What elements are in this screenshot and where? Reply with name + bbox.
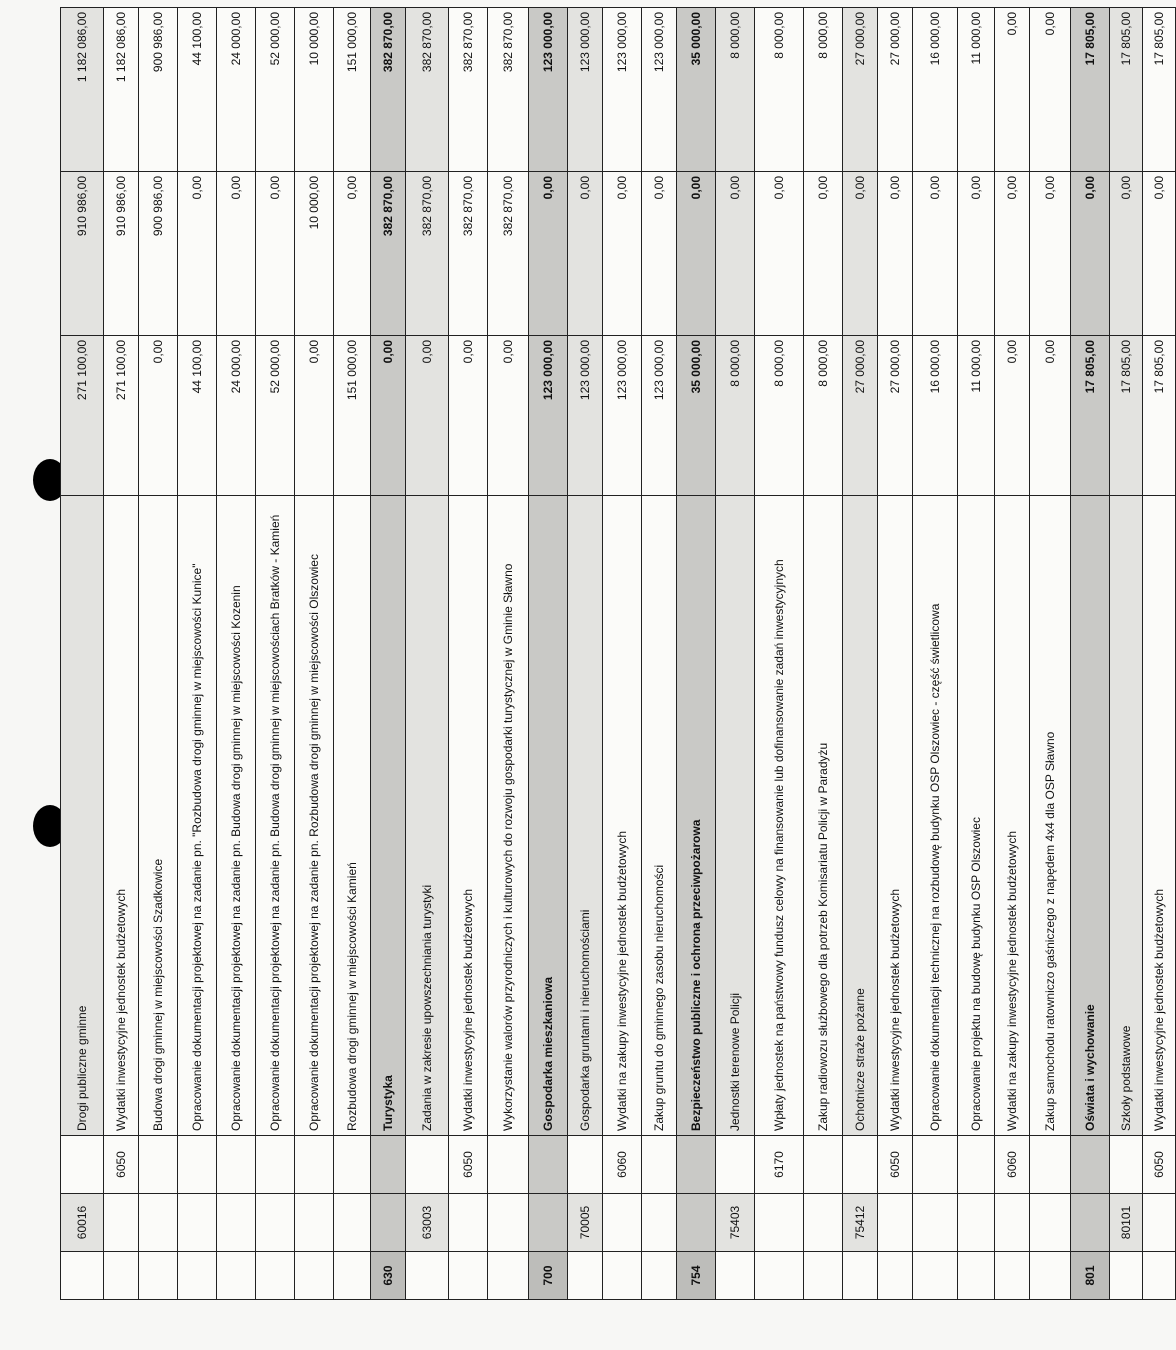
- amount-change-cell: 0,00: [529, 172, 568, 336]
- rozdzial-cell: [1030, 1194, 1071, 1252]
- dzial-cell: [755, 1252, 804, 1300]
- paragraf-cell: [61, 1136, 104, 1194]
- rozdzial-cell: [995, 1194, 1030, 1252]
- description-cell: Rozbudowa drogi gminnej w miejscowości Kamień: [334, 496, 371, 1136]
- amount-change-cell: 0,00: [1071, 172, 1110, 336]
- paragraf-cell: [334, 1136, 371, 1194]
- dzial-cell: [995, 1252, 1030, 1300]
- table-row: [371, 8, 406, 1300]
- description-cell: Gospodarka mieszkaniowa: [529, 496, 568, 1136]
- paragraf-cell: [139, 1136, 178, 1194]
- rozdzial-cell: [642, 1194, 677, 1252]
- description-cell: Opracowanie projektu na budowę budynku OSP Olszowiec: [958, 496, 995, 1136]
- paragraf-cell: 6170: [755, 1136, 804, 1194]
- description-cell: Wydatki inwestycyjne jednostek budżetowych: [449, 496, 488, 1136]
- description-cell: Opracowanie dokumentacji technicznej na rozbudowę budynku OSP Olszowiec - część świetlicowa: [913, 496, 958, 1136]
- dzial-cell: [256, 1252, 295, 1300]
- rozdzial-cell: [804, 1194, 843, 1252]
- description-cell: Wydatki na zakupy inwestycyjne jednostek budżetowych: [603, 496, 642, 1136]
- dzial-cell: [217, 1252, 256, 1300]
- amount-change-cell: 0,00: [995, 172, 1030, 336]
- table-row: [677, 8, 716, 1300]
- description-cell: Zakup radiowozu służbowego dla potrzeb Komisariatu Policji w Paradyżu: [804, 496, 843, 1136]
- paragraf-cell: 6050: [1143, 1136, 1176, 1194]
- amount-after-cell: 8 000,00: [804, 8, 843, 172]
- amount-before-cell: 17 805,00: [1143, 336, 1176, 496]
- amount-before-cell: 8 000,00: [716, 336, 755, 496]
- paragraf-cell: 6050: [449, 1136, 488, 1194]
- table-row: [1030, 8, 1071, 1300]
- description-cell: Wpłaty jednostek na państwowy fundusz celowy na finansowanie lub dofinansowanie zadań inwestycyjnych: [755, 496, 804, 1136]
- amount-change-cell: 0,00: [755, 172, 804, 336]
- paragraf-cell: [178, 1136, 217, 1194]
- paragraf-cell: [295, 1136, 334, 1194]
- table-row: [642, 8, 677, 1300]
- paragraf-cell: [406, 1136, 449, 1194]
- description-cell: Zakup samochodu ratowniczo gaśniczego z napędem 4x4 dla OSP Sławno: [1030, 496, 1071, 1136]
- amount-before-cell: 27 000,00: [878, 336, 913, 496]
- rozdzial-cell: 75412: [843, 1194, 878, 1252]
- table-row: [958, 8, 995, 1300]
- paragraf-cell: [1110, 1136, 1143, 1194]
- amount-after-cell: 17 805,00: [1143, 8, 1176, 172]
- amount-change-cell: 382 870,00: [371, 172, 406, 336]
- amount-before-cell: 16 000,00: [913, 336, 958, 496]
- amount-change-cell: 0,00: [1110, 172, 1143, 336]
- amount-change-cell: 382 870,00: [406, 172, 449, 336]
- rozdzial-cell: 60016: [61, 1194, 104, 1252]
- description-cell: Zadania w zakresie upowszechniania turystyki: [406, 496, 449, 1136]
- amount-change-cell: 382 870,00: [488, 172, 529, 336]
- amount-before-cell: 271 100,00: [104, 336, 139, 496]
- table-row: [995, 8, 1030, 1300]
- dzial-cell: [1030, 1252, 1071, 1300]
- amount-after-cell: 8 000,00: [716, 8, 755, 172]
- amount-before-cell: 44 100,00: [178, 336, 217, 496]
- amount-before-cell: 0,00: [406, 336, 449, 496]
- dzial-cell: [843, 1252, 878, 1300]
- dzial-cell: [61, 1252, 104, 1300]
- amount-before-cell: 0,00: [371, 336, 406, 496]
- amount-before-cell: 35 000,00: [677, 336, 716, 496]
- dzial-cell: [334, 1252, 371, 1300]
- paragraf-cell: [529, 1136, 568, 1194]
- dzial-cell: [488, 1252, 529, 1300]
- amount-before-cell: 151 000,00: [334, 336, 371, 496]
- dzial-cell: [642, 1252, 677, 1300]
- table-row: [488, 8, 529, 1300]
- description-cell: Drogi publiczne gminne: [61, 496, 104, 1136]
- paragraf-cell: [1071, 1136, 1110, 1194]
- amount-change-cell: 0,00: [878, 172, 913, 336]
- budget-table: [60, 7, 1176, 1300]
- dzial-cell: 754: [677, 1252, 716, 1300]
- amount-after-cell: 44 100,00: [178, 8, 217, 172]
- amount-after-cell: 1 182 086,00: [104, 8, 139, 172]
- paragraf-cell: 6050: [878, 1136, 913, 1194]
- dzial-cell: [178, 1252, 217, 1300]
- description-cell: Wydatki inwestycyjne jednostek budżetowych: [1143, 496, 1176, 1136]
- table-row: [139, 8, 178, 1300]
- dzial-cell: [1143, 1252, 1176, 1300]
- dzial-cell: [568, 1252, 603, 1300]
- table-row: [104, 8, 139, 1300]
- paragraf-cell: [568, 1136, 603, 1194]
- amount-before-cell: 0,00: [295, 336, 334, 496]
- amount-after-cell: 900 986,00: [139, 8, 178, 172]
- budget-table-body: [61, 8, 1176, 1300]
- amount-after-cell: 35 000,00: [677, 8, 716, 172]
- rozdzial-cell: [371, 1194, 406, 1252]
- dzial-cell: [603, 1252, 642, 1300]
- amount-after-cell: 123 000,00: [568, 8, 603, 172]
- table-row: [1071, 8, 1110, 1300]
- dzial-cell: 630: [371, 1252, 406, 1300]
- amount-before-cell: 0,00: [139, 336, 178, 496]
- table-row: [529, 8, 568, 1300]
- rozdzial-cell: [104, 1194, 139, 1252]
- amount-change-cell: 910 986,00: [61, 172, 104, 336]
- table-row: [755, 8, 804, 1300]
- amount-after-cell: 52 000,00: [256, 8, 295, 172]
- amount-before-cell: 271 100,00: [61, 336, 104, 496]
- description-cell: Jednostki terenowe Policji: [716, 496, 755, 1136]
- amount-change-cell: 910 986,00: [104, 172, 139, 336]
- dzial-cell: [913, 1252, 958, 1300]
- table-row: [913, 8, 958, 1300]
- dzial-cell: [295, 1252, 334, 1300]
- rozdzial-cell: [334, 1194, 371, 1252]
- dzial-cell: [958, 1252, 995, 1300]
- paragraf-cell: [642, 1136, 677, 1194]
- rozdzial-cell: [178, 1194, 217, 1252]
- amount-change-cell: 0,00: [913, 172, 958, 336]
- amount-change-cell: 0,00: [804, 172, 843, 336]
- description-cell: Turystyka: [371, 496, 406, 1136]
- table-row: [804, 8, 843, 1300]
- amount-before-cell: 17 805,00: [1071, 336, 1110, 496]
- description-cell: Opracowanie dokumentacji projektowej na zadanie pn. Rozbudowa drogi gminnej w miejscowości Olszowiec: [295, 496, 334, 1136]
- rozdzial-cell: 70005: [568, 1194, 603, 1252]
- table-row: [61, 8, 104, 1300]
- table-row: [295, 8, 334, 1300]
- amount-after-cell: 11 000,00: [958, 8, 995, 172]
- description-cell: Gospodarka gruntami i nieruchomościami: [568, 496, 603, 1136]
- amount-after-cell: 27 000,00: [878, 8, 913, 172]
- rozdzial-cell: [488, 1194, 529, 1252]
- amount-after-cell: 382 870,00: [488, 8, 529, 172]
- amount-change-cell: 0,00: [716, 172, 755, 336]
- amount-after-cell: 8 000,00: [755, 8, 804, 172]
- amount-change-cell: 0,00: [843, 172, 878, 336]
- rozdzial-cell: [1071, 1194, 1110, 1252]
- table-row: [217, 8, 256, 1300]
- rozdzial-cell: 63003: [406, 1194, 449, 1252]
- description-cell: Wykorzystanie walorów przyrodniczych i kulturowych do rozwoju gospodarki turystycznej w Gminie Sławno: [488, 496, 529, 1136]
- amount-before-cell: 0,00: [449, 336, 488, 496]
- amount-after-cell: 123 000,00: [603, 8, 642, 172]
- amount-after-cell: 27 000,00: [843, 8, 878, 172]
- table-row: [843, 8, 878, 1300]
- amount-change-cell: 0,00: [568, 172, 603, 336]
- amount-before-cell: 123 000,00: [642, 336, 677, 496]
- table-row: [568, 8, 603, 1300]
- dzial-cell: [878, 1252, 913, 1300]
- amount-change-cell: 10 000,00: [295, 172, 334, 336]
- amount-before-cell: 0,00: [995, 336, 1030, 496]
- rozdzial-cell: [529, 1194, 568, 1252]
- table-row: [878, 8, 913, 1300]
- amount-before-cell: 0,00: [1030, 336, 1071, 496]
- amount-before-cell: 11 000,00: [958, 336, 995, 496]
- amount-after-cell: 151 000,00: [334, 8, 371, 172]
- amount-after-cell: 24 000,00: [217, 8, 256, 172]
- amount-after-cell: 382 870,00: [449, 8, 488, 172]
- table-row: [449, 8, 488, 1300]
- amount-before-cell: 123 000,00: [568, 336, 603, 496]
- amount-before-cell: 52 000,00: [256, 336, 295, 496]
- dzial-cell: [804, 1252, 843, 1300]
- paragraf-cell: [716, 1136, 755, 1194]
- rozdzial-cell: [755, 1194, 804, 1252]
- rozdzial-cell: [1143, 1194, 1176, 1252]
- amount-change-cell: 0,00: [958, 172, 995, 336]
- rozdzial-cell: [958, 1194, 995, 1252]
- description-cell: Oświata i wychowanie: [1071, 496, 1110, 1136]
- table-row: [406, 8, 449, 1300]
- amount-after-cell: 382 870,00: [371, 8, 406, 172]
- table-row: [1143, 8, 1176, 1300]
- paragraf-cell: [488, 1136, 529, 1194]
- paragraf-cell: [843, 1136, 878, 1194]
- amount-after-cell: 123 000,00: [529, 8, 568, 172]
- dzial-cell: [449, 1252, 488, 1300]
- amount-change-cell: 382 870,00: [449, 172, 488, 336]
- amount-before-cell: 123 000,00: [603, 336, 642, 496]
- rozdzial-cell: [295, 1194, 334, 1252]
- rozdzial-cell: [217, 1194, 256, 1252]
- description-cell: Budowa drogi gminnej w miejscowości Szadkowice: [139, 496, 178, 1136]
- paragraf-cell: [256, 1136, 295, 1194]
- rozdzial-cell: [913, 1194, 958, 1252]
- paragraf-cell: 6050: [104, 1136, 139, 1194]
- paragraf-cell: [217, 1136, 256, 1194]
- rozdzial-cell: [139, 1194, 178, 1252]
- dzial-cell: [104, 1252, 139, 1300]
- paragraf-cell: [1030, 1136, 1071, 1194]
- amount-after-cell: 0,00: [995, 8, 1030, 172]
- paragraf-cell: [913, 1136, 958, 1194]
- amount-change-cell: 0,00: [1030, 172, 1071, 336]
- amount-after-cell: 123 000,00: [642, 8, 677, 172]
- amount-before-cell: 24 000,00: [217, 336, 256, 496]
- amount-change-cell: 0,00: [603, 172, 642, 336]
- rozdzial-cell: 80101: [1110, 1194, 1143, 1252]
- description-cell: Wydatki inwestycyjne jednostek budżetowych: [104, 496, 139, 1136]
- amount-change-cell: 900 986,00: [139, 172, 178, 336]
- table-row: [603, 8, 642, 1300]
- description-cell: Opracowanie dokumentacji projektowej na zadanie pn. Budowa drogi gminnej w miejscowości Kozenin: [217, 496, 256, 1136]
- amount-change-cell: 0,00: [256, 172, 295, 336]
- dzial-cell: 700: [529, 1252, 568, 1300]
- amount-before-cell: 0,00: [488, 336, 529, 496]
- description-cell: Bezpieczeństwo publiczne i ochrona przeciwpożarowa: [677, 496, 716, 1136]
- paragraf-cell: [677, 1136, 716, 1194]
- table-row: [334, 8, 371, 1300]
- amount-after-cell: 0,00: [1030, 8, 1071, 172]
- amount-change-cell: 0,00: [334, 172, 371, 336]
- amount-before-cell: 8 000,00: [804, 336, 843, 496]
- paragraf-cell: [371, 1136, 406, 1194]
- amount-after-cell: 382 870,00: [406, 8, 449, 172]
- budget-table-rotated: [60, 8, 1166, 1300]
- description-cell: Opracowanie dokumentacji projektowej na zadanie pn. Budowa drogi gminnej w miejscowościach Bratków - Kamień: [256, 496, 295, 1136]
- amount-after-cell: 17 805,00: [1110, 8, 1143, 172]
- amount-before-cell: 123 000,00: [529, 336, 568, 496]
- table-row: [1110, 8, 1143, 1300]
- rozdzial-cell: [677, 1194, 716, 1252]
- paragraf-cell: [804, 1136, 843, 1194]
- description-cell: Ochotnicze straże pożarne: [843, 496, 878, 1136]
- rozdzial-cell: [603, 1194, 642, 1252]
- paragraf-cell: [958, 1136, 995, 1194]
- description-cell: Zakup gruntu do gminnego zasobu nieruchomości: [642, 496, 677, 1136]
- amount-change-cell: 0,00: [677, 172, 716, 336]
- amount-before-cell: 27 000,00: [843, 336, 878, 496]
- dzial-cell: [1110, 1252, 1143, 1300]
- dzial-cell: 801: [1071, 1252, 1110, 1300]
- amount-after-cell: 10 000,00: [295, 8, 334, 172]
- amount-after-cell: 1 182 086,00: [61, 8, 104, 172]
- rozdzial-cell: 75403: [716, 1194, 755, 1252]
- amount-before-cell: 17 805,00: [1110, 336, 1143, 496]
- table-row: [256, 8, 295, 1300]
- table-row: [716, 8, 755, 1300]
- description-cell: Wydatki inwestycyjne jednostek budżetowych: [878, 496, 913, 1136]
- paragraf-cell: 6060: [603, 1136, 642, 1194]
- description-cell: Opracowanie dokumentacji projektowej na zadanie pn. "Rozbudowa drogi gminnej w miejscowości Kunice": [178, 496, 217, 1136]
- dzial-cell: [406, 1252, 449, 1300]
- description-cell: Wydatki na zakupy inwestycyjne jednostek budżetowych: [995, 496, 1030, 1136]
- description-cell: Szkoły podstawowe: [1110, 496, 1143, 1136]
- amount-before-cell: 8 000,00: [755, 336, 804, 496]
- rozdzial-cell: [256, 1194, 295, 1252]
- dzial-cell: [716, 1252, 755, 1300]
- rozdzial-cell: [878, 1194, 913, 1252]
- dzial-cell: [139, 1252, 178, 1300]
- amount-change-cell: 0,00: [1143, 172, 1176, 336]
- table-row: [178, 8, 217, 1300]
- rozdzial-cell: [449, 1194, 488, 1252]
- paragraf-cell: 6060: [995, 1136, 1030, 1194]
- amount-after-cell: 17 805,00: [1071, 8, 1110, 172]
- amount-change-cell: 0,00: [642, 172, 677, 336]
- amount-change-cell: 0,00: [217, 172, 256, 336]
- amount-change-cell: 0,00: [178, 172, 217, 336]
- amount-after-cell: 16 000,00: [913, 8, 958, 172]
